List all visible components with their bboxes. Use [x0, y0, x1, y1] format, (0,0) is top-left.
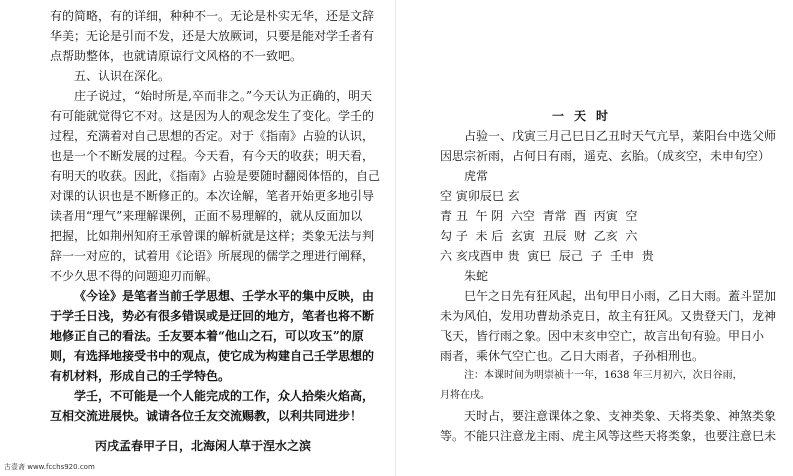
footer-watermark: 古壹斋 www.fcchs920.com — [4, 463, 95, 471]
page-gutter — [395, 0, 396, 476]
text-line: 未为风伯，发用功曹劫杀克日，故主有狂风。又贵登天门，龙神 — [440, 309, 777, 323]
text-line: 巳午之日先有狂风起，出旬甲日小雨，乙日大雨。蓋斗罡加 — [464, 289, 777, 303]
text-line: 天时占，要注意课体之象、支神类象、天将类象、神煞类象 — [464, 409, 777, 423]
left-page — [50, 0, 381, 476]
text-line: 读者用“理气”来理解课例，正面不易理解的，就从反面加以 — [50, 209, 363, 223]
text-line: 学壬，不可能是一个人能完成的工作，众人拾柴火焰高， — [74, 389, 375, 403]
chart-row: 空 寅卯辰巳 玄 — [440, 189, 520, 203]
chart-row: 青 丑 午 阴 六空 青常 酉 丙寅 空 — [440, 209, 638, 223]
chart-row: 六 亥戌酉申 贵 寅巳 辰己 子 壬申 贵 — [440, 249, 654, 263]
text-line: 过程，充满着对自己思想的否定。对于《指南》占验的认识， — [50, 129, 375, 143]
section-heading: 五、认识在深化。 — [74, 69, 171, 83]
label-hu: 虎常 — [464, 169, 489, 183]
text-line: 于学壬日浅，势必有很多错误或是迂回的地方，笔者也将不断 — [50, 309, 375, 323]
note-line: 注：本课时间为明崇祯十一年，1638 年三月初六，次日谷雨， — [464, 370, 743, 381]
text-line: 因思宗祈雨，占何日有雨，遥克、玄胎。（成亥空，未申旬空） — [440, 149, 771, 163]
text-line: 辞一一对应的，试着用《论语》所展现的儒学之理进行阐释， — [50, 249, 375, 263]
text-line: 庄子说过，“始时所是,卒而非之。”今天认为正确的，明天 — [74, 89, 373, 103]
text-line: 把握，比如荆州知府王承曾课的解析就是这样；类象无法与判 — [50, 229, 375, 243]
signature: 丙戌孟春甲子日，北海闲人草于涅水之滨 — [95, 439, 312, 453]
text-line: 有可能就觉得它不对。这是因为人的观念发生了变化。学壬的 — [50, 109, 375, 123]
text-line: 等。不能只注意龙主雨、虎主风等这些天将类象，也要注意巳未 — [440, 429, 777, 443]
right-page — [440, 0, 777, 476]
note-line: 月将在戌。 — [440, 390, 490, 401]
chart-row: 勾 子 未 后 玄寅 丑辰 财 乙亥 六 — [440, 229, 638, 243]
text-line: 《今诠》是笔者当前壬学思想、壬学水平的集中反映，由 — [74, 289, 375, 303]
text-line: 则，有选择地接受书中的观点，使它成为构建自己壬学思想的 — [50, 349, 375, 363]
text-line: 点帮助整体，也就请原谅行文风格的不一致吧。 — [50, 49, 303, 63]
text-line: 不少久思不得的问题迎刃而解。 — [50, 269, 219, 283]
text-line: 有明天的收获。因此，《指南》占验是要随时翻阅体悟的，自己 — [50, 169, 381, 183]
text-line: 有机材料，形成自己的壬学特色。 — [50, 369, 231, 383]
text-line: 对课的认识也是不断修正的。本次诠解，笔者开始更多地引导 — [50, 189, 375, 203]
text-line: 飞天，皆行雨之象。因中末亥申空亡，故言出旬有验。甲日小 — [440, 329, 765, 343]
text-line: 有的简略，有的详细，种种不一。无论是朴实无华，还是文辞 — [50, 9, 375, 23]
label-zhushe: 朱蛇 — [464, 269, 489, 283]
text-line: 也是一个不断发展的过程。今天看，有今天的收获；明天看， — [50, 149, 375, 163]
text-line: 占验一、戊寅三月己巳日乙丑时天气亢旱，莱阳台中选父师 — [464, 129, 777, 143]
text-line: 互相交流进展快。诚请各位壬友交流赐教，以利共同进步！ — [50, 409, 363, 423]
section-title: 一天时 — [552, 109, 619, 123]
text-line: 雨者，乘休气空亡也。乙日大雨者，子孙相刑也。 — [440, 349, 705, 363]
text-line: 华美；无论是引而不发，还是大放厥词，只要是能对学壬者有 — [50, 29, 375, 43]
text-line: 地修正自己的看法。壬友要本着“他山之石，可以攻玉”的原 — [50, 329, 364, 343]
